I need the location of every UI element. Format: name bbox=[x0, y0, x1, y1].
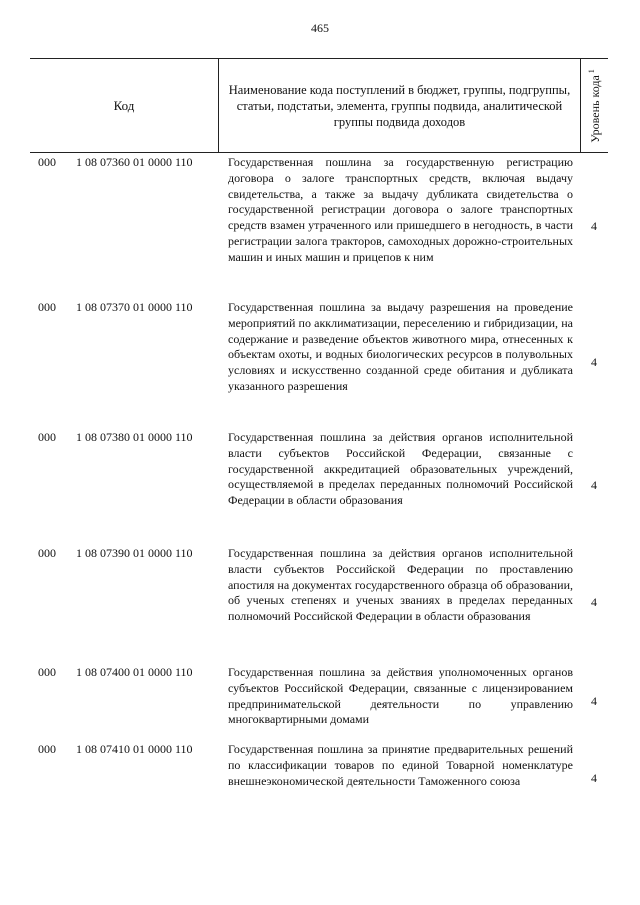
row-name: Государственная пошлина за действия уполномоченных органов субъектов Российской Федерации, связанные с лицензированием предпринимательской деятельности по управлению многоквартирными домами bbox=[228, 665, 573, 727]
row-level: 4 bbox=[591, 771, 597, 785]
row-code: 1 08 07360 01 0000 110 bbox=[76, 155, 193, 169]
row-name: Государственная пошлина за принятие предварительных решений по классификации товаров по единой Товарной номенклатуре внешнеэкономической деятельности Таможенного союза bbox=[228, 742, 573, 788]
header-level-cell bbox=[581, 59, 608, 152]
header-name: Наименование кода поступлений в бюджет, группы, подгруппы, статьи, подстатьи, элемента, группы подвида, аналитической группы подвида доходов bbox=[219, 59, 581, 152]
row-name: Государственная пошлина за государственную регистрацию договора о залоге транспортных средств, включая выдачу свидетельства, а также за выдачу дубликата свидетельства о государственной регистрации договора о залоге транспортных средств взамен утраченного или пришедшего в негодность, в части регистрации залога тракторов, самоходных дорожно-строительных машин и иных машин и прицепов к ним bbox=[228, 155, 573, 264]
row-level: 4 bbox=[591, 355, 597, 369]
row-name: Государственная пошлина за действия органов исполнительной власти субъектов Российской Федерации по проставлению апостиля на документах государственного образца об образовании, об ученых степенях и ученых званиях в пределах переданных полномочий Российской Федерации в области образования bbox=[228, 546, 573, 624]
row-admin-code: 000 bbox=[38, 155, 56, 169]
row-admin-code: 000 bbox=[38, 665, 56, 679]
header-level-label: Уровень кода bbox=[587, 74, 602, 143]
row-code: 1 08 07370 01 0000 110 bbox=[76, 300, 193, 314]
row-admin-code: 000 bbox=[38, 742, 56, 756]
row-admin-code: 000 bbox=[38, 546, 56, 560]
page-number: 465 bbox=[311, 21, 329, 35]
row-level: 4 bbox=[591, 694, 597, 708]
header-level-footnote: 1 bbox=[586, 68, 596, 73]
row-code: 1 08 07410 01 0000 110 bbox=[76, 742, 193, 756]
header-code: Код bbox=[30, 59, 219, 152]
row-level: 4 bbox=[591, 219, 597, 233]
row-code: 1 08 07390 01 0000 110 bbox=[76, 546, 193, 560]
row-level: 4 bbox=[591, 478, 597, 492]
row-name: Государственная пошлина за действия органов исполнительной власти субъектов Российской Федерации, связанные с государственной аккредитацией образовательных учреждений, осуществляемой в пределах переданных полномочий Российской Федерации в области образования bbox=[228, 430, 573, 508]
row-level: 4 bbox=[591, 595, 597, 609]
row-admin-code: 000 bbox=[38, 430, 56, 444]
row-name: Государственная пошлина за выдачу разрешения на проведение мероприятий по акклиматизации, переселению и гибридизации, на содержание и разведение объектов животного мира, отнесенных к объектам охоты, и водных биологических ресурсов в полувольных условиях и искусственно созданной среде обитания и дубликата указанного разрешения bbox=[228, 300, 573, 393]
table-header bbox=[30, 58, 608, 153]
row-code: 1 08 07400 01 0000 110 bbox=[76, 665, 193, 679]
header-level bbox=[587, 69, 603, 143]
row-code: 1 08 07380 01 0000 110 bbox=[76, 430, 193, 444]
row-admin-code: 000 bbox=[38, 300, 56, 314]
